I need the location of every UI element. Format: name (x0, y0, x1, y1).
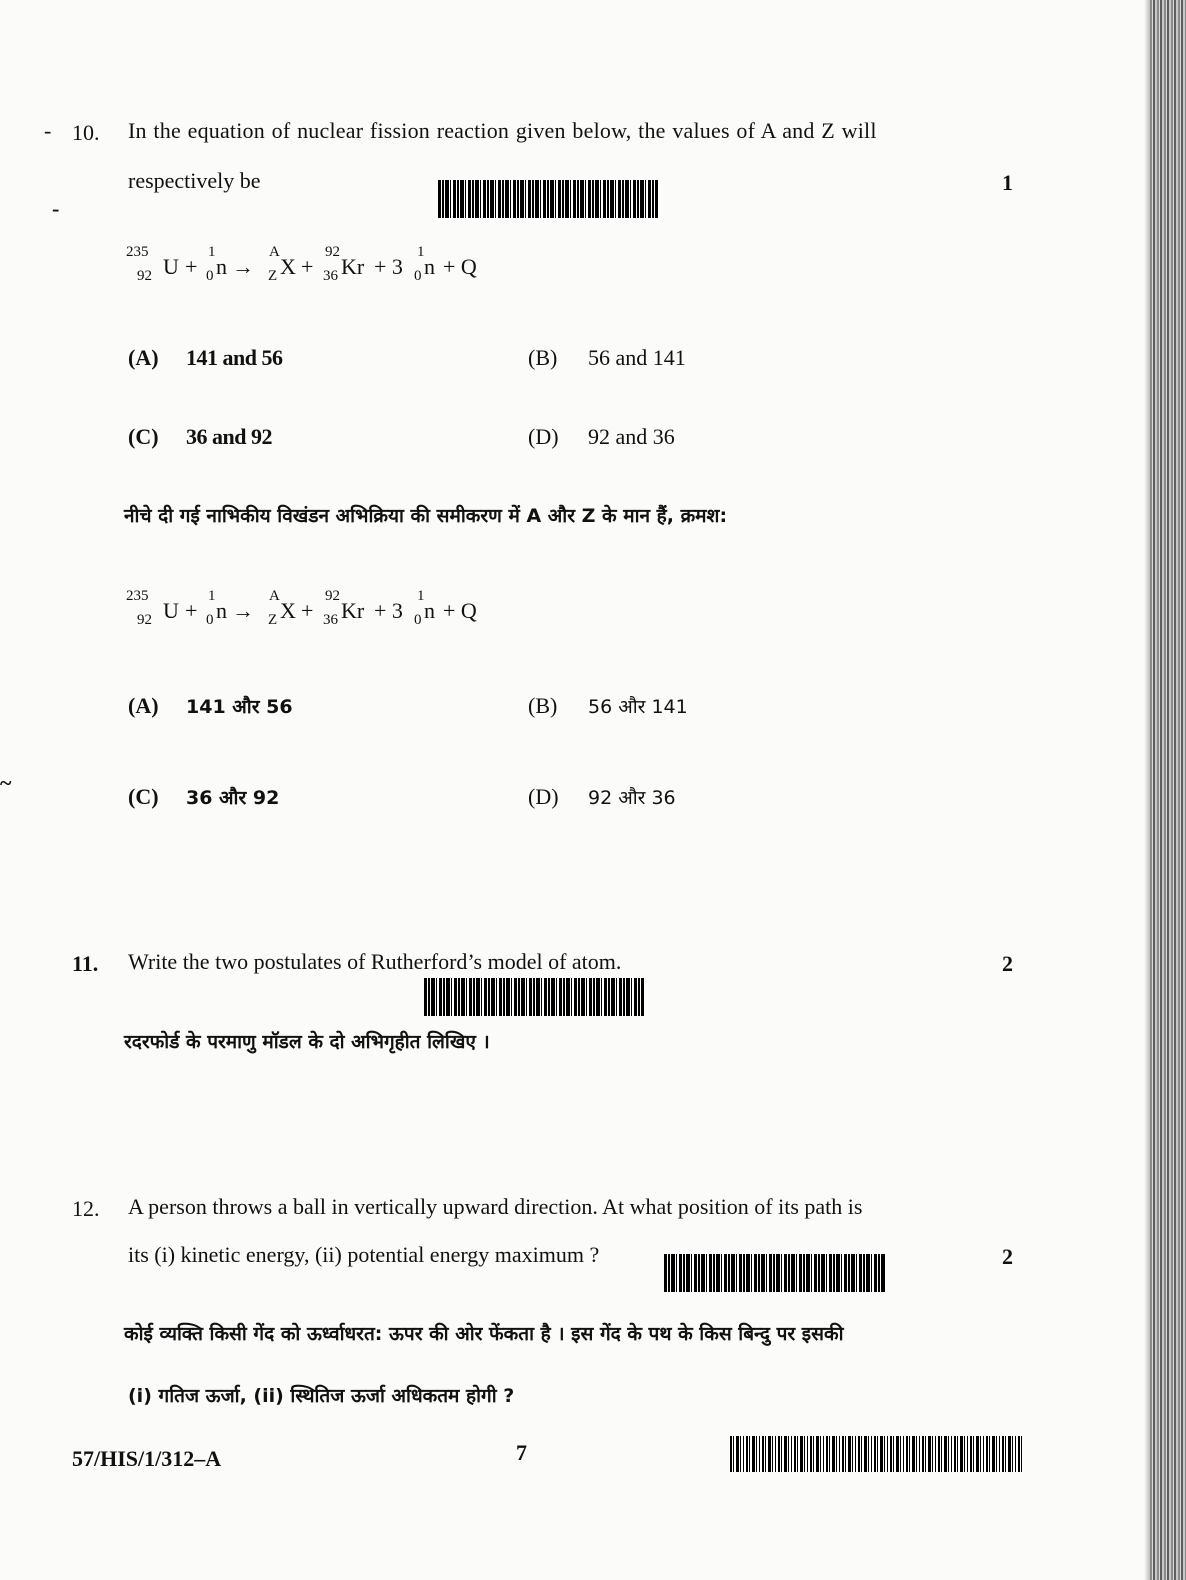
q12-text-line1: A person throws a ball in vertically upward direction. At what position of its path is (128, 1194, 863, 1219)
q12-hindi-line1: कोई व्यक्ति किसी गेंद को ऊर्ध्वाधरत: ऊपर की ओर फेंकता है । इस गेंद के पथ के किस बिन्दु पर इसकी (124, 1323, 844, 1345)
q12-number: 12. (72, 1196, 100, 1221)
q10-barcode (438, 180, 658, 218)
q10-equation-hi: 235 92 U + 1 0 n → A Z X + 92 36 Kr + 3 1 0 n + Q (126, 588, 477, 628)
q12-barcode (664, 1254, 886, 1292)
q11-marks: 2 (1002, 951, 1013, 976)
q12-text-line2: its (i) kinetic energy, (ii) potential energy maximum ? (128, 1242, 600, 1267)
q12-marks: 2 (1002, 1244, 1013, 1269)
q10-option-a-text: 141 and 56 (186, 345, 283, 370)
q10-hi-option-c-text: 36 और 92 (186, 787, 280, 809)
q10-text-line1: In the equation of nuclear fission reaction given below, the values of A and Z will (128, 118, 877, 143)
q10-option-b-label: (B) (528, 345, 558, 370)
q11-hindi: रदरफोर्ड के परमाणु मॉडल के दो अभिगृहीत लिखिए । (124, 1031, 490, 1053)
q11-barcode (424, 978, 644, 1016)
q10-option-c-label: (C) (128, 424, 159, 449)
q10-hi-option-c-label: (C) (128, 784, 159, 809)
q12-hindi-line2: (i) गतिज ऊर्जा, (ii) स्थितिज ऊर्जा अधिकतम होगी ? (128, 1385, 515, 1407)
margin-dash: - (52, 196, 60, 221)
q10-hi-option-b-label: (B) (528, 693, 558, 718)
q10-option-a-label: (A) (128, 345, 159, 370)
q10-number: 10. (72, 120, 100, 145)
margin-mark: ~ (0, 770, 12, 795)
q10-equation-en: 235 92 U + 1 0 n → A Z X + 92 36 Kr + 3 1 0 n + Q (126, 244, 477, 284)
footer-barcode (730, 1436, 1022, 1472)
q10-hindi-question: नीचे दी गई नाभिकीय विखंडन अभिक्रिया की समीकरण में A और Z के मान हैं, क्रमश: (124, 505, 728, 527)
q10-hi-option-a-label: (A) (128, 693, 159, 718)
footer-paper-code: 57/HIS/1/312–A (72, 1446, 222, 1471)
q10-option-b-text: 56 and 141 (588, 345, 686, 370)
q10-bullet: - (44, 118, 52, 143)
q10-hi-option-b-text: 56 और 141 (588, 696, 688, 718)
q10-marks: 1 (1002, 170, 1013, 195)
q10-text-line2: respectively be (128, 168, 261, 193)
q10-option-d-text: 92 and 36 (588, 424, 675, 449)
q10-option-c-text: 36 and 92 (186, 424, 272, 449)
q10-option-d-label: (D) (528, 424, 559, 449)
q11-number: 11. (72, 951, 99, 976)
footer-page-number: 7 (516, 1440, 527, 1465)
q11-text: Write the two postulates of Rutherford’s model of atom. (128, 949, 622, 974)
q10-hi-option-d-text: 92 और 36 (588, 787, 676, 809)
scan-edge (1150, 0, 1186, 1580)
q10-hi-option-d-label: (D) (528, 784, 559, 809)
q10-hi-option-a-text: 141 और 56 (186, 696, 293, 718)
